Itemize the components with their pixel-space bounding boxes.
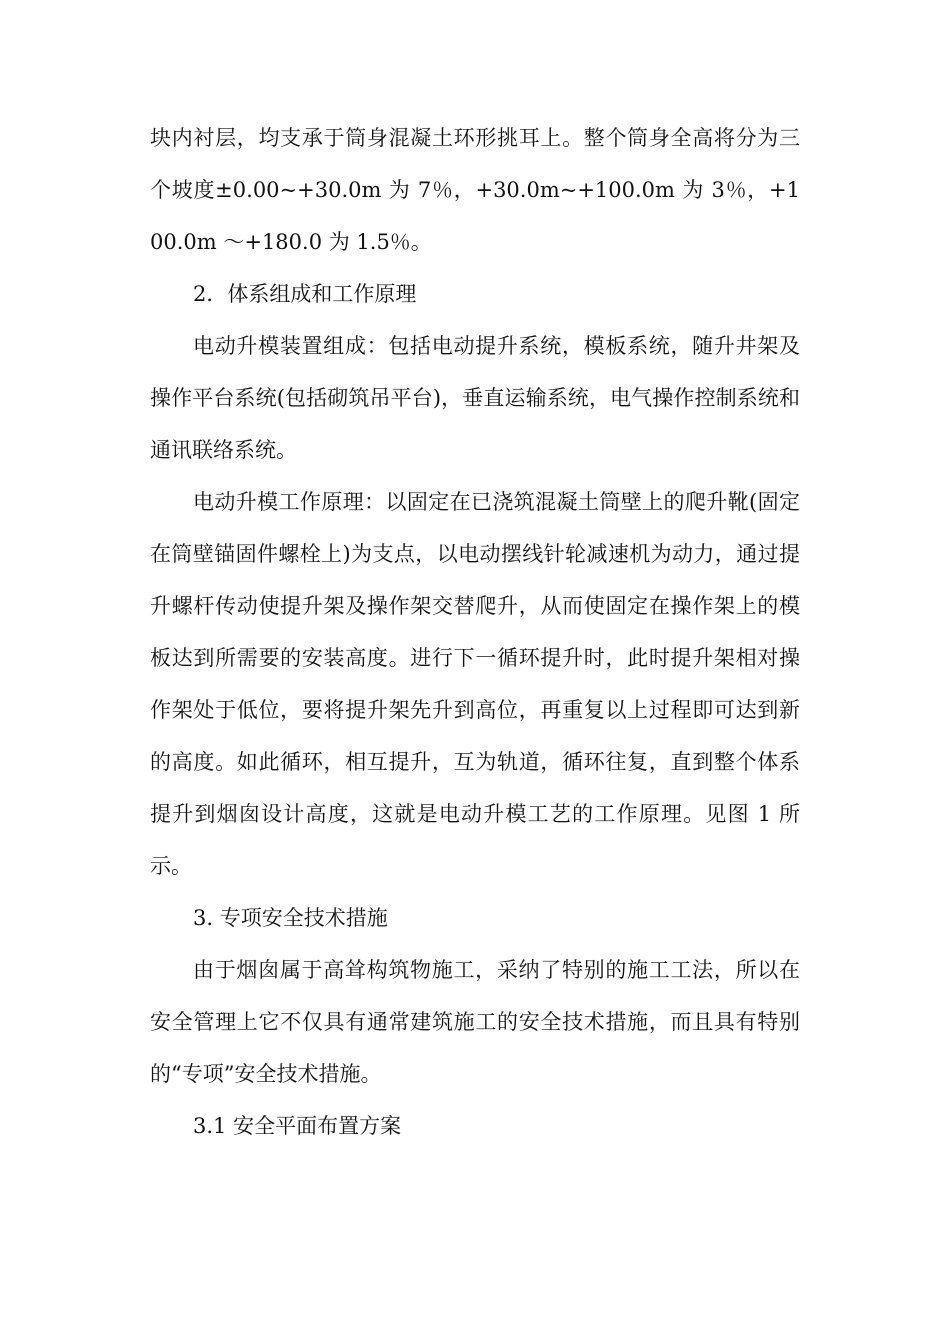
section-heading-3-1: 3.1 安全平面布置方案	[193, 1114, 402, 1138]
paragraph-safety-measures: 由于烟囱属于高耸构筑物施工，采纳了特别的施工工法，所以在安全管理上它不仅具有通常建筑施工的安全技术措施，而且具有特别的“专项”安全技术措施。	[150, 958, 800, 1086]
paragraph-continuation: 块内衬层，均支承于筒身混凝土环形挑耳上。整个筒身全高将分为三个坡度±0.00~+30.0m 为 7％，+30.0m~+100.0m 为 3％，+100.0m ～+180.0 为 1.5％。	[150, 126, 800, 254]
section-heading-2: 2．体系组成和工作原理	[193, 282, 417, 306]
document-body	[150, 112, 800, 1152]
paragraph-device-composition: 电动升模装置组成：包括电动提升系统，模板系统，随升井架及操作平台系统(包括砌筑吊平台)，垂直运输系统，电气操作控制系统和通讯联络系统。	[150, 334, 800, 462]
section-heading-3: 3. 专项安全技术措施	[193, 906, 388, 930]
paragraph-working-principle: 电动升模工作原理：以固定在已浇筑混凝土筒壁上的爬升靴(固定在筒壁锚固件螺栓上)为支点，以电动摆线针轮减速机为动力，通过提升螺杆传动使提升架及操作架交替爬升，从而使固定在操作架上的模板达到所需要的安装高度。进行下一循环提升时，此时提升架相对操作架处于低位，要将提升架先升到高位，再重复以上过程即可达到新的高度。如此循环，相互提升，互为轨道，循环往复，直到整个体系提升到烟囱设计高度，这就是电动升模工艺的工作原理。见图 1 所示。	[150, 490, 800, 878]
